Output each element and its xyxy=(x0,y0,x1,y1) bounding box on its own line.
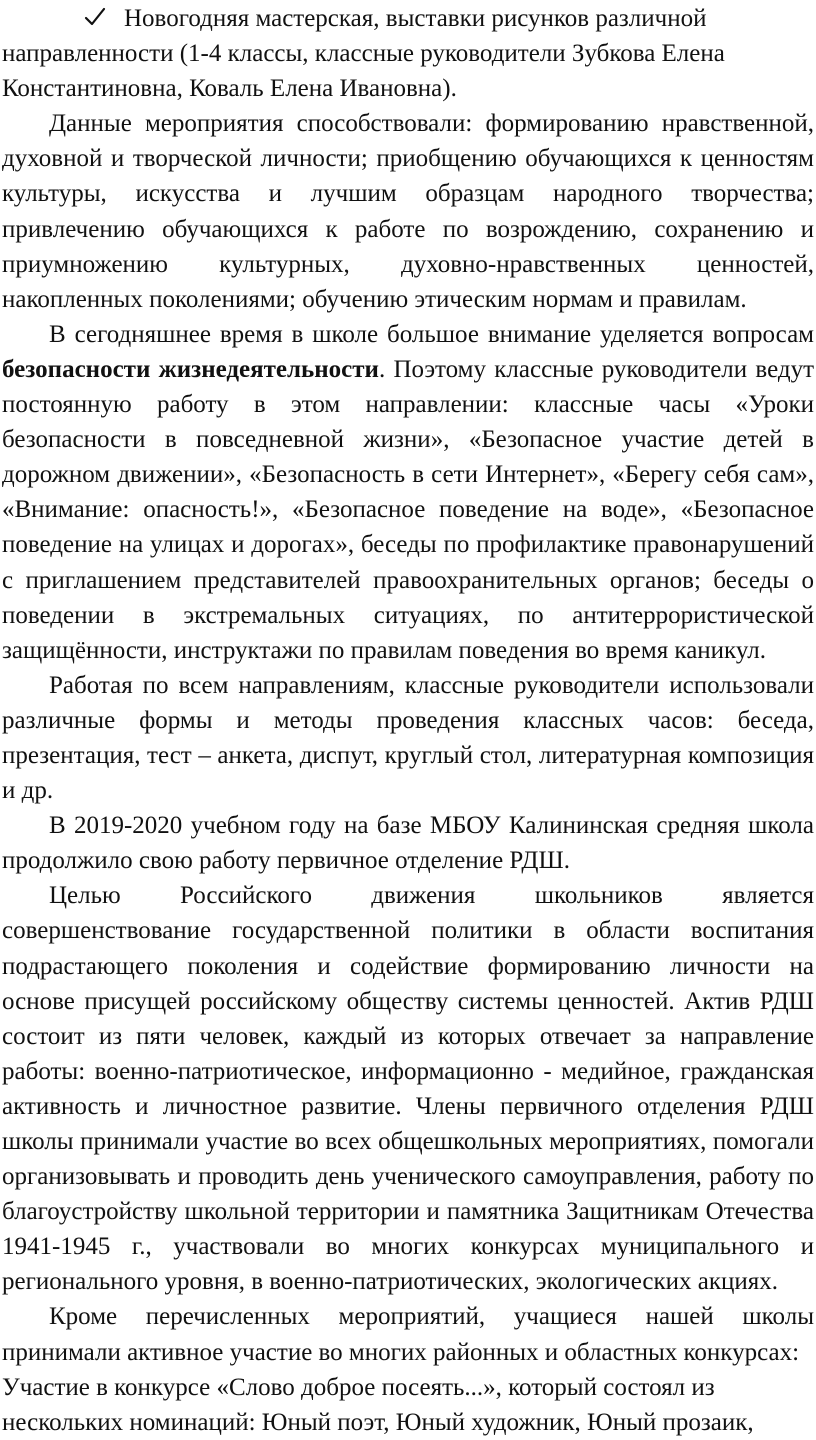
paragraph-contests: Кроме перечисленных мероприятий, учащиеся нашей школы принимали активное участие во многих районных и областных конкурсах: xyxy=(2,1303,814,1366)
paragraph-safety-bold: безопасности жизнедеятельности xyxy=(2,355,379,383)
paragraph-contest-slovo: Участие в конкурсе «Слово доброе посеять...», который состоял из нескольких номинаций: Юный поэт, Юный художник, Юный прозаик, xyxy=(2,1373,754,1436)
document-body xyxy=(2,0,814,1440)
bullet-item xyxy=(2,1,814,106)
paragraph-methods: Работая по всем направлениям, классные руководители использовали различные формы и методы проведения классных часов: беседа, презентация, тест – анкета, диспут, круглый стол, литературная композиция и др. xyxy=(2,671,814,805)
paragraph-safety xyxy=(2,317,814,668)
paragraph-rdsh-goal: Целью Российского движения школьников является совершенствование государственной политики в области воспитания подрастающего поколения и содействие формированию личности на основе присущей российскому обществу системы ценностей. Актив РДШ состоит из пяти человек, каждый из которых отвечает за направление работы: военно-патриотическое, информационно - медийное, гражданская активность и личностное развитие. Члены первичного отделения РДШ школы принимали участие во всех общешкольных мероприятиях, помогали организовывать и проводить день ученического самоуправления, работу по благоустройству школьной территории и памятника Защитникам Отечества 1941-1945 г., участвовали во многих конкурсах муниципального и регионального уровня, в военно-патриотических, экологических акциях. xyxy=(2,882,814,1296)
bullet-item-text: Новогодняя мастерская, выставки рисунков различной направленности (1-4 классы, классные руководители Зубкова Елена Константиновна, Коваль Елена Ивановна). xyxy=(2,5,725,103)
paragraph-safety-after: . Поэтому классные руководители ведут постоянную работу в этом направлении: классные часы «Уроки безопасности в повседневной жизни», «Безопасное участие детей в дорожном движении», «Безопасность в сети Интернет», «Берегу себя сам», «Внимание: опасность!», «Безопасное поведение на воде», «Безопасное поведение на улицах и дорогах», беседы по профилактике правонарушений с приглашением представителей правоохранительных органов; беседы о поведении в экстремальных ситуациях, по антитеррористической защищённости, инструктажи по правилам поведения во время каникул. xyxy=(2,355,814,664)
paragraph-rdsh-branch: В 2019-2020 учебном году на базе МБОУ Калининская средняя школа продолжило свою работу первичное отделение РДШ. xyxy=(2,812,814,875)
paragraph-events-purpose: Данные мероприятия способствовали: формированию нравственной, духовной и творческой личности; приобщению обучающихся к ценностям культуры, искусства и лучшим образцам народного творчества; привлечению обучающихся к работе по возрождению, сохранению и приумножению культурных, духовно-нравственных ценностей, накопленных поколениями; обучению этическим нормам и правилам. xyxy=(2,110,814,313)
paragraph-safety-before: В сегодняшнее время в школе большое внимание уделяется вопросам xyxy=(49,320,814,348)
checkmark-icon xyxy=(84,1,124,36)
